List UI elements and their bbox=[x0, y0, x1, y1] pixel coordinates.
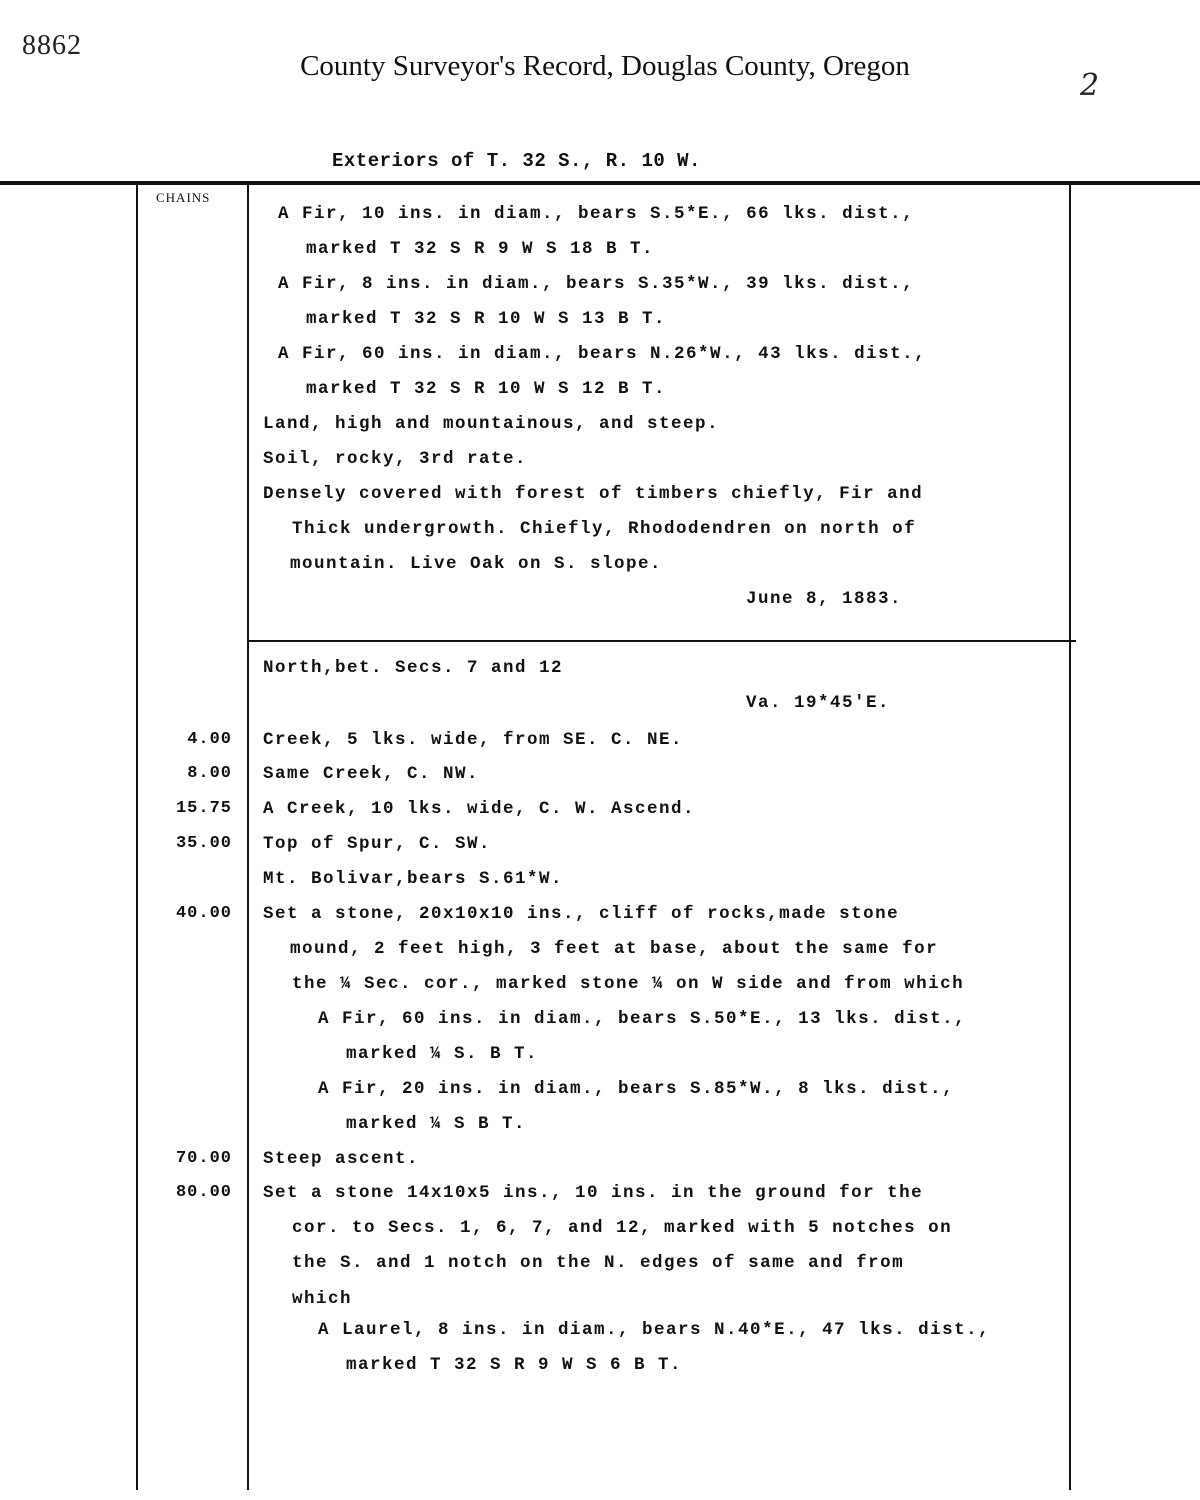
chains-column-divider bbox=[247, 185, 249, 1490]
magnetic-variation: Va. 19*45'E. bbox=[746, 693, 891, 713]
record-line: which bbox=[292, 1289, 353, 1309]
record-date: June 8, 1883. bbox=[746, 589, 903, 609]
chain-distance: 8.00 bbox=[187, 764, 232, 783]
record-line: marked T 32 S R 9 W S 6 B T. bbox=[346, 1355, 683, 1375]
chain-distance: 40.00 bbox=[175, 904, 232, 923]
record-line: marked ¼ S. B T. bbox=[346, 1044, 539, 1064]
record-line: marked T 32 S R 10 W S 12 B T. bbox=[306, 379, 667, 399]
chain-distance: 80.00 bbox=[175, 1183, 232, 1202]
document-number: 8862 bbox=[22, 30, 82, 61]
page-number-handwritten: 2 bbox=[1080, 68, 1100, 103]
record-line: Soil, rocky, 3rd rate. bbox=[263, 449, 528, 469]
record-line: marked T 32 S R 10 W S 13 B T. bbox=[306, 309, 667, 329]
record-line: mound, 2 feet high, 3 feet at base, about the same for bbox=[290, 939, 939, 959]
chain-distance: 4.00 bbox=[187, 730, 232, 749]
record-line: A Fir, 8 ins. in diam., bears S.35*W., 39 lks. dist., bbox=[278, 274, 915, 294]
record-line: marked ¼ S B T. bbox=[346, 1114, 527, 1134]
chain-distance: 70.00 bbox=[175, 1149, 232, 1168]
record-line: marked T 32 S R 9 W S 18 B T. bbox=[306, 239, 655, 259]
record-line: A Fir, 60 ins. in diam., bears N.26*W., 43 lks. dist., bbox=[278, 344, 927, 364]
chains-column-header: CHAINS bbox=[156, 190, 211, 205]
record-line: Land, high and mountainous, and steep. bbox=[263, 414, 720, 434]
record-line: Creek, 5 lks. wide, from SE. C. NE. bbox=[263, 730, 684, 750]
chain-distance: 35.00 bbox=[175, 834, 232, 853]
record-line: Steep ascent. bbox=[263, 1149, 420, 1169]
record-line: Top of Spur, C. SW. bbox=[263, 834, 492, 854]
record-line: Densely covered with forest of timbers chiefly, Fir and bbox=[263, 484, 924, 504]
right-margin-line bbox=[1069, 185, 1071, 1490]
record-line: mountain. Live Oak on S. slope. bbox=[290, 554, 663, 574]
record-line: Set a stone, 20x10x10 ins., cliff of rocks,made stone bbox=[263, 904, 900, 924]
page-title: County Surveyor's Record, Douglas County, Oregon bbox=[300, 50, 910, 82]
record-line: A Fir, 20 ins. in diam., bears S.85*W., 8 lks. dist., bbox=[318, 1079, 955, 1099]
record-line: A Fir, 60 ins. in diam., bears S.50*E., 13 lks. dist., bbox=[318, 1009, 967, 1029]
header-rule bbox=[0, 181, 1200, 185]
chain-distance: 15.75 bbox=[175, 799, 232, 818]
record-line: the S. and 1 notch on the N. edges of same and from bbox=[292, 1253, 905, 1273]
record-line: A Fir, 10 ins. in diam., bears S.5*E., 66 lks. dist., bbox=[278, 204, 915, 224]
record-line: A Creek, 10 lks. wide, C. W. Ascend. bbox=[263, 799, 696, 819]
record-line: Thick undergrowth. Chiefly, Rhododendren on north of bbox=[292, 519, 917, 539]
line-heading: North,bet. Secs. 7 and 12 bbox=[263, 658, 564, 678]
entry-divider-rule bbox=[247, 640, 1076, 642]
record-line: cor. to Secs. 1, 6, 7, and 12, marked with 5 notches on bbox=[292, 1218, 953, 1238]
section-title: Exteriors of T. 32 S., R. 10 W. bbox=[332, 150, 701, 172]
record-line: Mt. Bolivar,bears S.61*W. bbox=[263, 869, 564, 889]
record-line: A Laurel, 8 ins. in diam., bears N.40*E., 47 lks. dist., bbox=[318, 1320, 991, 1340]
left-margin-line bbox=[136, 185, 138, 1490]
record-line: Set a stone 14x10x5 ins., 10 ins. in the ground for the bbox=[263, 1183, 924, 1203]
record-line: the ¼ Sec. cor., marked stone ¼ on W side and from which bbox=[292, 974, 965, 994]
record-line: Same Creek, C. NW. bbox=[263, 764, 480, 784]
